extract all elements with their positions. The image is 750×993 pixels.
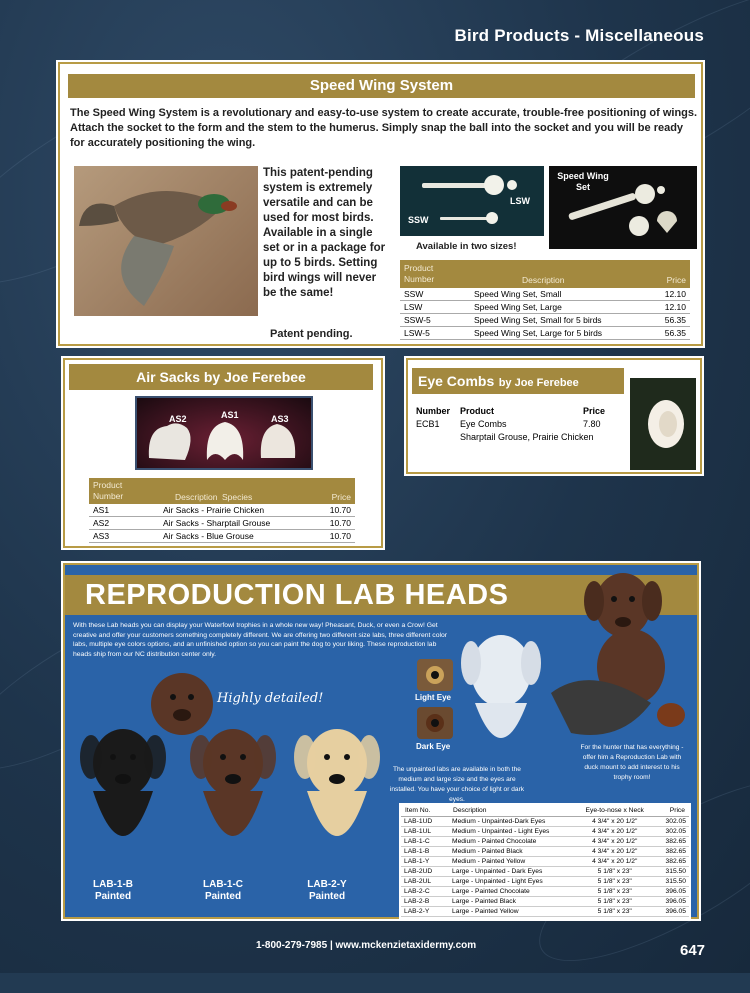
table-cell: Medium - Unpainted-Dark Eyes [449, 816, 574, 826]
air-sacks-title: Air Sacks by Joe Ferebee [69, 364, 373, 390]
speed-wing-panel [58, 62, 703, 346]
table-row [401, 826, 689, 836]
eye-combs-number: ECB1 [416, 419, 440, 429]
table-cell: LAB-2UL [401, 876, 449, 886]
speed-wing-set-label: Speed Wing Set [557, 171, 609, 192]
table-cell: 4 3/4" x 20 1/2" [574, 826, 655, 836]
air-sacks-photo [135, 396, 313, 470]
eye-combs-header [412, 368, 624, 394]
eye-combs-head-price: Price [583, 406, 606, 416]
table-row [401, 816, 689, 826]
table-cell: LAB-2UD [401, 866, 449, 876]
eye-combs-price: 7.80 [583, 419, 601, 429]
col-description: Description [449, 805, 574, 816]
hunter-note: For the hunter that has everything - offer him a Reproduction Lab with duck mount to add interest to his trophy room! [580, 744, 684, 781]
lab-dog-lab-1-b [73, 721, 173, 921]
lab-heads-title: REPRODUCTION LAB HEADS [85, 579, 509, 611]
table-cell: 396.05 [655, 886, 689, 896]
table-row [400, 301, 690, 314]
table-cell: LAB-2-C [401, 886, 449, 896]
col-species: Species [222, 492, 253, 502]
table-cell: AS1 [89, 504, 159, 517]
section-title: Bird Products - Miscellaneous [454, 26, 704, 45]
air-sacks-table [89, 478, 355, 543]
table-row [400, 288, 690, 301]
dog-finish: Painted [204, 891, 242, 902]
ssw-label: SSW [408, 215, 429, 225]
lab-heads-table [399, 803, 691, 919]
dark-eye-photo [417, 707, 453, 739]
highly-detailed-label: Highly detailed! [217, 691, 324, 706]
speed-wing-side-text: This patent-pending system is extremely versatile and can be used for most birds. Available in a single set or in a package for up to 5 birds. Setting bird wings will never be the same! [263, 167, 386, 299]
eye-combs-species: Sharptail Grouse, Prairie Chicken [460, 432, 594, 442]
eye-combs-head-product: Product [460, 406, 495, 416]
table-cell: Large - Painted Yellow [449, 906, 574, 916]
table-cell: 10.70 [315, 504, 355, 517]
table-cell: Speed Wing Set, Large for 5 birds [470, 327, 651, 340]
table-cell: Large - Painted Chocolate [449, 886, 574, 896]
speed-wing-intro: The Speed Wing System is a revolutionary and easy-to-use system to create accurate, trouble-free positioning of wings. Attach the socket to the form and the stem to the humerus. Simply snap the ball into the socket and you will be ready for accurately positioning the wing. [70, 107, 698, 149]
eye-combs-title: Eye Combs [418, 373, 495, 389]
air-sacks-panel [63, 358, 383, 548]
dog-code: LAB-1-B [93, 879, 133, 890]
table-cell: 5 1/8" x 23" [574, 866, 655, 876]
lab-heads-intro: With these Lab heads you can display your Waterfowl trophies in a whole new way! Pheasant, Duck, or even a Crow! Get creative and offer your customers something completely different. We are offering two different size labs, three different color labs, multiple eye colors options, and an unfinished option so you can paint the dog to your liking. These reproduction lab heads ship from our NC distribution center only. [73, 622, 448, 658]
as3-label: AS3 [271, 414, 289, 424]
table-cell: 315.50 [655, 876, 689, 886]
table-cell: 56.35 [651, 314, 690, 327]
lab-with-duck-photo [551, 623, 693, 743]
table-cell: LAB-1-C [401, 836, 449, 846]
light-eye-photo [417, 659, 453, 691]
lsw-label: LSW [510, 196, 530, 206]
speed-wing-set-photo [549, 166, 697, 249]
table-row [89, 504, 355, 517]
table-cell: Air Sacks - Blue Grouse [159, 530, 315, 543]
table-cell: Large - Unpainted - Light Eyes [449, 876, 574, 886]
table-row [401, 896, 689, 906]
table-row [401, 876, 689, 886]
light-eye-label: Light Eye [415, 693, 452, 702]
eye-combs-head-number: Number [416, 406, 451, 416]
table-cell: Large - Painted Black [449, 896, 574, 906]
table-cell: LAB-1UL [401, 826, 449, 836]
table-cell: LSW-5 [400, 327, 470, 340]
table-cell: LSW [400, 301, 470, 314]
table-cell: 5 1/8" x 23" [574, 886, 655, 896]
table-cell: Medium - Painted Yellow [449, 856, 574, 866]
table-row [400, 327, 690, 340]
table-cell: LAB-1-Y [401, 856, 449, 866]
table-cell: 4 3/4" x 20 1/2" [574, 836, 655, 846]
table-cell: Large - Unpainted - Dark Eyes [449, 866, 574, 876]
table-row [401, 886, 689, 896]
table-cell: 396.05 [655, 906, 689, 916]
as1-label: AS1 [221, 410, 239, 420]
table-cell: Speed Wing Set, Small [470, 288, 651, 301]
table-cell: LAB-1-B [401, 846, 449, 856]
table-cell: LAB-2-Y [401, 906, 449, 916]
table-cell: Air Sacks - Sharptail Grouse [159, 517, 315, 530]
speed-wing-table [400, 260, 690, 340]
eye-comb-photo [630, 378, 696, 470]
dog-finish: Painted [94, 891, 132, 902]
table-cell: LAB-2-B [401, 896, 449, 906]
ssw-lsw-photo [400, 166, 544, 236]
air-sacks-rows [89, 504, 355, 543]
unpainted-lab-photo [453, 623, 549, 763]
dog-code: LAB-1-C [203, 879, 243, 890]
col-description: Description [522, 275, 565, 285]
col-description: Description [175, 492, 218, 502]
teal-duck-photo [74, 166, 258, 316]
col-price: Price [331, 492, 351, 502]
table-row [401, 836, 689, 846]
table-cell: 5 1/8" x 23" [574, 896, 655, 906]
table-row [89, 530, 355, 543]
table-cell: 302.05 [655, 816, 689, 826]
lab-dog-lab-2-y [287, 721, 387, 921]
table-cell: 10.70 [315, 530, 355, 543]
table-cell: 10.70 [315, 517, 355, 530]
table-row [401, 906, 689, 916]
dog-finish: Painted [308, 891, 346, 902]
table-cell: 382.65 [655, 856, 689, 866]
table-row [89, 517, 355, 530]
table-row [401, 846, 689, 856]
as2-label: AS2 [169, 414, 187, 424]
lab-dog-lab-1-c [183, 721, 283, 921]
table-cell: SSW [400, 288, 470, 301]
col-product: Product Number [93, 480, 124, 501]
table-cell: LAB-1UD [401, 816, 449, 826]
table-cell: Air Sacks - Prairie Chicken [159, 504, 315, 517]
eye-combs-product: Eye Combs [460, 419, 507, 429]
table-row [401, 866, 689, 876]
table-cell: 4 3/4" x 20 1/2" [574, 856, 655, 866]
table-cell: 56.35 [651, 327, 690, 340]
table-cell: 4 3/4" x 20 1/2" [574, 816, 655, 826]
table-cell: 396.05 [655, 896, 689, 906]
col-price: Price [666, 275, 686, 285]
table-cell: Medium - Unpainted - Light Eyes [449, 826, 574, 836]
table-cell: Speed Wing Set, Small for 5 birds [470, 314, 651, 327]
footer-contact: 1-800-279-7985 | www.mckenzietaxidermy.com [256, 940, 477, 951]
table-cell: 382.65 [655, 846, 689, 856]
table-cell: 5 1/8" x 23" [574, 876, 655, 886]
table-row [401, 856, 689, 866]
table-cell: Medium - Painted Black [449, 846, 574, 856]
table-cell: 382.65 [655, 836, 689, 846]
patent-note: Patent pending. [270, 328, 353, 340]
table-cell: Medium - Painted Chocolate [449, 836, 574, 846]
unpainted-note: The unpainted labs are available in both the medium and large size and the eyes are installed. You have your choice of light or dark eyes. [389, 766, 525, 803]
speed-wing-title: Speed Wing System [68, 74, 695, 98]
eye-combs-by: by Joe Ferebee [498, 377, 579, 389]
table-cell: 12.10 [651, 301, 690, 314]
table-cell: SSW-5 [400, 314, 470, 327]
table-cell: 5 1/8" x 23" [574, 906, 655, 916]
sizes-caption: Available in two sizes! [416, 241, 517, 252]
col-price: Price [655, 805, 689, 816]
table-cell: 302.05 [655, 826, 689, 836]
dog-code: LAB-2-Y [307, 879, 347, 890]
page-number: 647 [680, 942, 706, 959]
table-cell: 315.50 [655, 866, 689, 876]
eye-combs-panel [406, 358, 702, 474]
table-row [400, 314, 690, 327]
col-item: Item No. [401, 805, 449, 816]
table-cell: 4 3/4" x 20 1/2" [574, 846, 655, 856]
table-cell: 12.10 [651, 288, 690, 301]
dark-eye-label: Dark Eye [416, 742, 451, 751]
table-cell: Speed Wing Set, Large [470, 301, 651, 314]
speed-wing-rows [400, 288, 690, 340]
col-size: Eye-to-nose x Neck [574, 805, 655, 816]
lab-heads-panel [63, 563, 699, 919]
table-cell: AS2 [89, 517, 159, 530]
col-product: Product Number [404, 263, 435, 284]
table-cell: AS3 [89, 530, 159, 543]
